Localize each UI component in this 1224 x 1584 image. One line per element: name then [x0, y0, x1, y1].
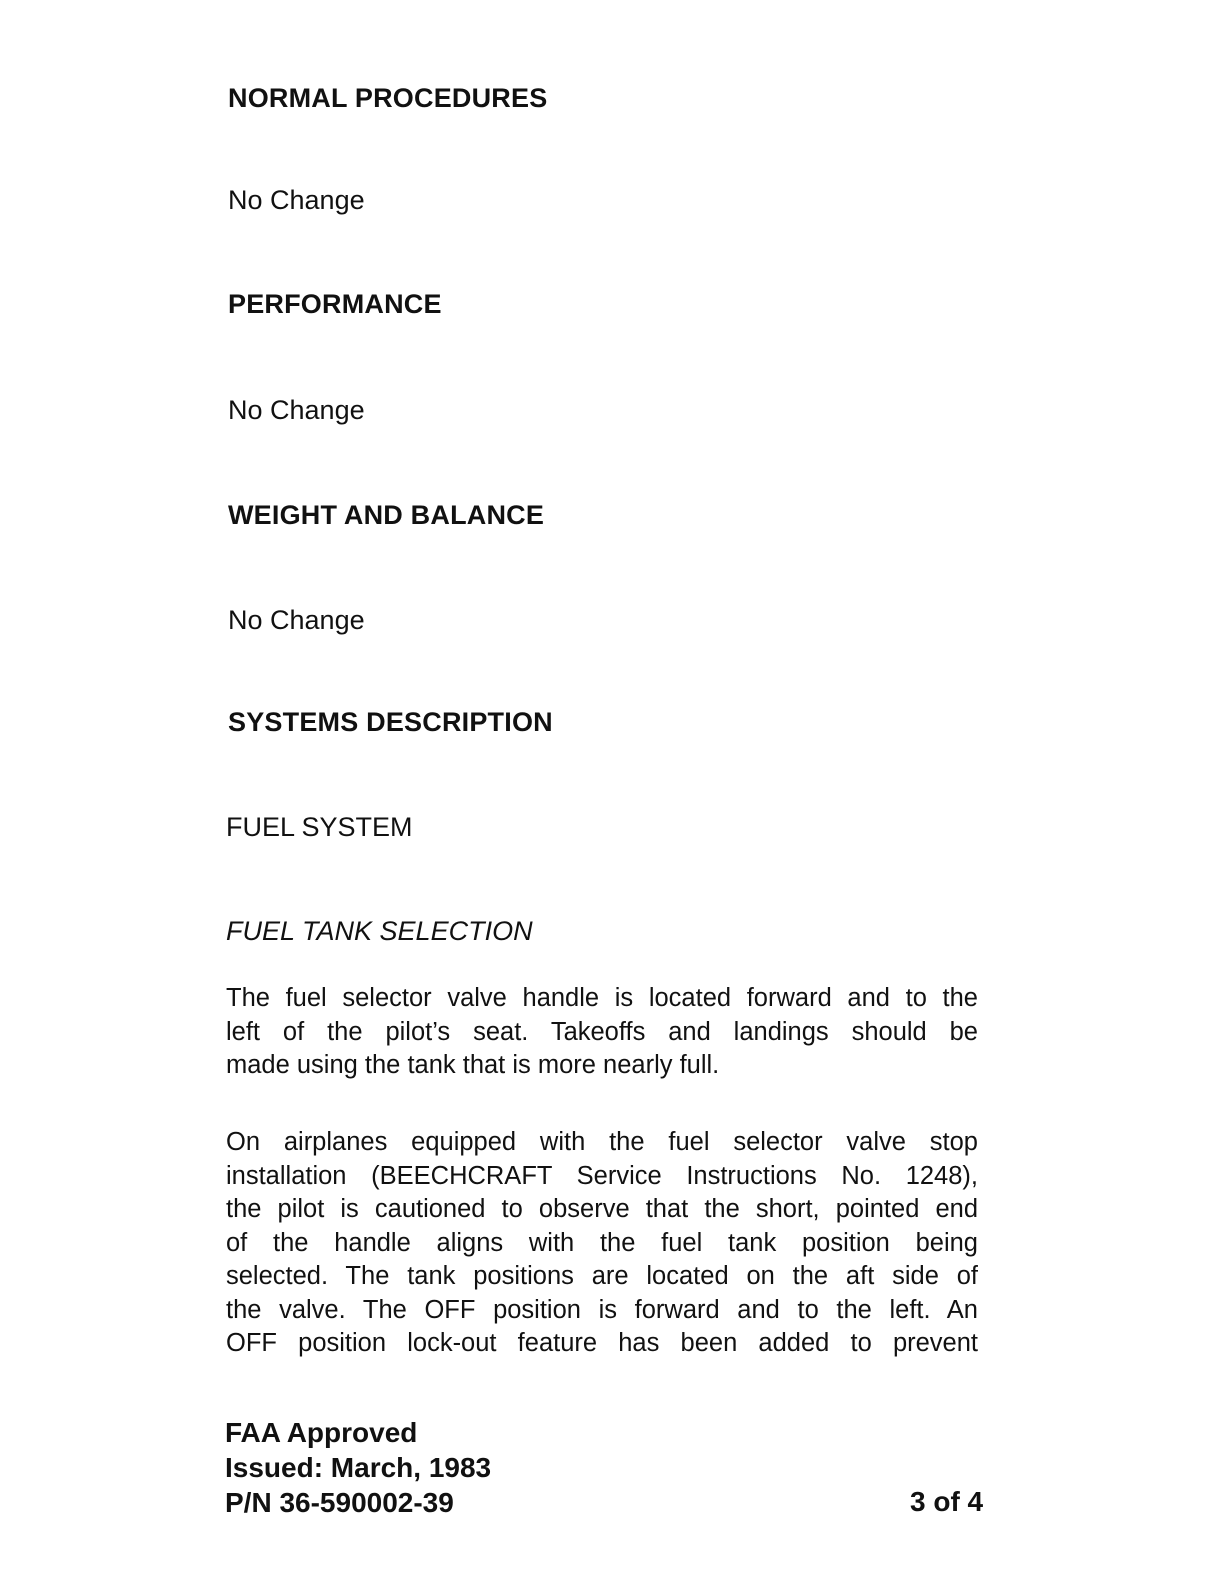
page-number: 3 of 4 [910, 1486, 984, 1517]
heading-systems-description: SYSTEMS DESCRIPTION [228, 707, 553, 737]
heading-performance: PERFORMANCE [228, 289, 442, 319]
normal-procedures-text: No Change [228, 185, 365, 215]
paragraph-line: of the handle aligns with the fuel tank position being [226, 1228, 978, 1257]
paragraph-fuel-selector-location [226, 982, 978, 1083]
paragraph-line: left of the pilot’s seat. Takeoffs and landings should be [226, 1017, 978, 1046]
paragraph-line: made using the tank that is more nearly full. [226, 1051, 720, 1079]
paragraph-line: On airplanes equipped with the fuel selector valve stop [226, 1128, 978, 1156]
paragraph-line: OFF position lock-out feature has been added to prevent [226, 1329, 978, 1357]
paragraph-line: selected. The tank positions are located on the aft side of [226, 1262, 978, 1290]
footer-approval: FAA Approved [225, 1417, 418, 1448]
paragraph-fuel-selector-stop [226, 1126, 978, 1361]
paragraph-line: The fuel selector valve handle is located forward and to the [226, 984, 978, 1012]
heading-weight-and-balance: WEIGHT AND BALANCE [228, 500, 545, 530]
paragraph-line: installation (BEECHCRAFT Service Instructions No. 1248), [226, 1161, 978, 1190]
footer-issued: Issued: March, 1983 [225, 1452, 492, 1483]
subheading-fuel-system: FUEL SYSTEM [226, 812, 413, 842]
subheading-fuel-tank-selection: FUEL TANK SELECTION [226, 916, 533, 946]
paragraph-line: the valve. The OFF position is forward and to the left. An [226, 1295, 978, 1324]
heading-normal-procedures: NORMAL PROCEDURES [228, 83, 548, 113]
performance-text: No Change [228, 395, 365, 425]
footer-part-number: P/N 36-590002-39 [225, 1487, 454, 1518]
weight-and-balance-text: No Change [228, 605, 365, 635]
footer-block [225, 1415, 491, 1520]
paragraph-line: the pilot is cautioned to observe that the short, pointed end [226, 1195, 978, 1223]
